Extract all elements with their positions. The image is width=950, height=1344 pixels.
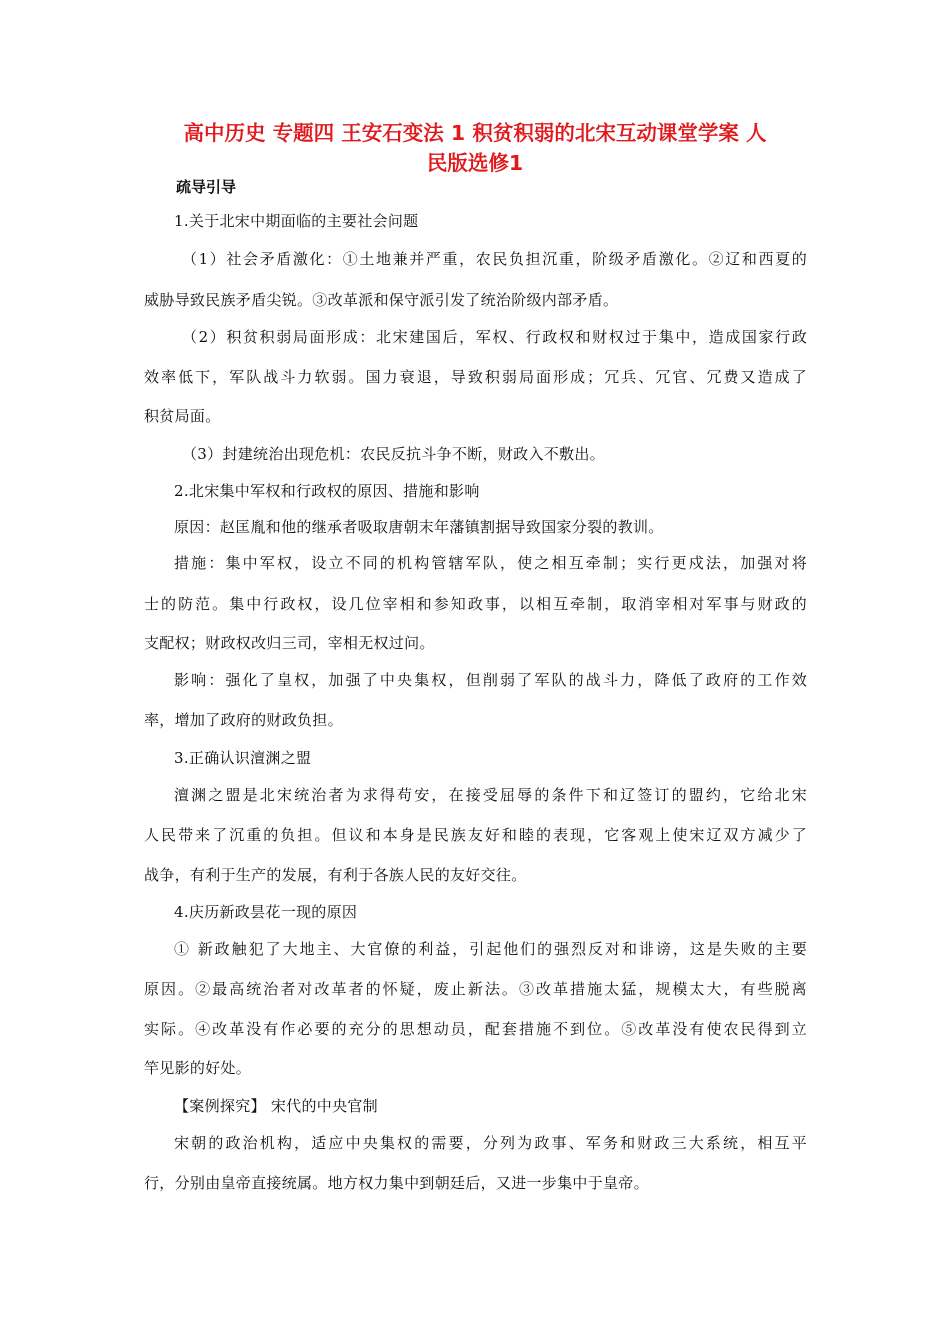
section-heading: 疏导引导 [176,178,237,196]
paragraph-line: 原因。②最高统治者对改革者的怀疑，废止新法。③改革措施太猛，规模太大，有些脱离 [144,980,807,998]
paragraph-line: 措施：集中军权，设立不同的机构管辖军队，使之相互牵制；实行更戍法，加强对将 [174,554,807,572]
paragraph-line: 积贫局面。 [144,407,221,425]
paragraph-line: （2）积贫积弱局面形成：北宋建国后，军权、行政权和财权过于集中，造成国家行政 [182,328,807,346]
item-heading-1: 1.关于北宋中期面临的主要社会问题 [174,212,419,230]
paragraph-line: ① 新政触犯了大地主、大官僚的利益，引起他们的强烈反对和诽谤，这是失败的主要 [174,940,807,958]
paragraph-line: 威胁导致民族矛盾尖锐。③改革派和保守派引发了统治阶级内部矛盾。 [144,291,619,309]
paragraph-line: 效率低下，军队战斗力软弱。国力衰退，导致积弱局面形成；冗兵、冗官、冗费又造成了 [144,368,807,386]
paragraph-line: 士的防范。集中行政权，设几位宰相和参知政事，以相互牵制，取消宰相对军事与财政的 [144,595,807,613]
paragraph-line: 宋朝的政治机构，适应中央集权的需要，分列为政事、军务和财政三大系统，相互平 [174,1134,807,1152]
paragraph-line: 影响：强化了皇权，加强了中央集权，但削弱了军队的战斗力，降低了政府的工作效 [174,671,807,689]
paragraph-line: 澶渊之盟是北宋统治者为求得苟安，在接受屈辱的条件下和辽签订的盟约，它给北宋 [174,786,807,804]
paragraph-line: 原因：赵匡胤和他的继承者吸取唐朝末年藩镇割据导致国家分裂的教训。 [174,518,664,536]
paragraph-line: 实际。④改革没有作必要的充分的思想动员，配套措施不到位。⑤改革没有使农民得到立 [144,1020,807,1038]
item-heading-2: 2.北宋集中军权和行政权的原因、措施和影响 [174,482,480,500]
paragraph-line: 支配权；财政权改归三司，宰相无权过问。 [144,634,435,652]
paragraph-line: 人民带来了沉重的负担。但议和本身是民族友好和睦的表现，它客观上使宋辽双方减少了 [144,826,807,844]
paragraph-line: 竿见影的好处。 [144,1059,252,1077]
title-line-1: 高中历史 专题四 王安石变法 1 积贫积弱的北宋互动课堂学案 人 [183,121,767,145]
item-heading-4: 4.庆历新政昙花一现的原因 [174,903,358,921]
paragraph-line: 战争，有利于生产的发展，有利于各族人民的友好交往。 [144,866,527,884]
case-study-heading: 【案例探究】 宋代的中央官制 [174,1097,378,1115]
paragraph-line: 率，增加了政府的财政负担。 [144,711,343,729]
item-heading-3: 3.正确认识澶渊之盟 [174,749,312,767]
paragraph-line: 行，分别由皇帝直接统属。地方权力集中到朝廷后，又进一步集中于皇帝。 [144,1174,649,1192]
document-title [140,118,810,178]
paragraph-line: （3）封建统治出现危机：农民反抗斗争不断，财政入不敷出。 [182,445,605,463]
title-line-2: 民版选修1 [426,151,524,175]
paragraph-line: （1）社会矛盾激化：①土地兼并严重，农民负担沉重，阶级矛盾激化。②辽和西夏的 [182,250,807,268]
